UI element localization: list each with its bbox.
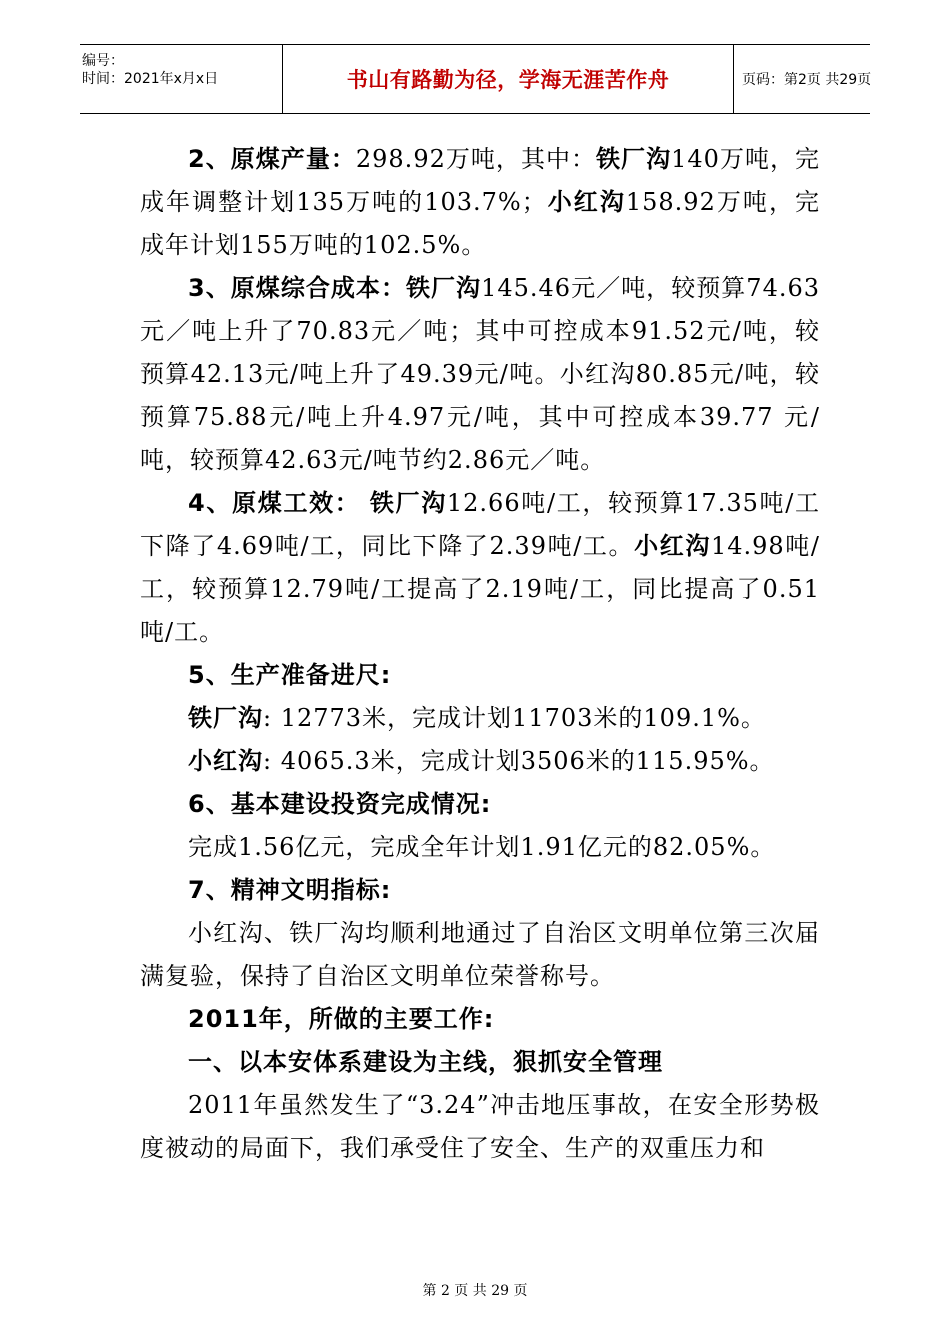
- paragraph-investment: [140, 826, 820, 869]
- heading-civilization: [140, 869, 820, 912]
- paragraph-coal-cost: [140, 267, 820, 482]
- bold-run: 3、原煤综合成本：: [188, 274, 406, 302]
- bold-run: 7、精神文明指标:: [188, 876, 392, 904]
- document-body: [140, 138, 820, 1170]
- bold-run: 铁厂沟: [369, 489, 447, 517]
- bold-run: 铁厂沟: [188, 704, 263, 732]
- bold-run: 小红沟: [634, 532, 711, 560]
- time-label: 时间：2021年x月x日: [82, 71, 219, 87]
- header-meta: [80, 45, 282, 113]
- text-run: 2011年虽然发生了“3.24”冲击地压事故，在安全形势极度被动的局面下，我们承受住了安全、生产的双重压力和: [140, 1091, 820, 1162]
- bold-run: 4、原煤工效：: [188, 489, 361, 517]
- header-table: [80, 44, 870, 114]
- header-motto-cell: [282, 45, 734, 113]
- bold-run: 小红沟: [188, 747, 263, 775]
- text-run: 14.98吨/工，较预算12.79吨/工提高了2.19吨/工，同比提高了0.51吨/工。: [140, 532, 821, 646]
- paragraph-safety: [140, 1084, 820, 1170]
- paragraph-prep-xiaohonggou: [140, 740, 820, 783]
- motto-text: 书山有路勤为径，学海无涯苦作舟: [346, 68, 670, 92]
- text-run: [361, 489, 370, 517]
- text-run: 小红沟、铁厂沟均顺利地通过了自治区文明单位第三次届满复验，保持了自治区文明单位荣誉称号。: [140, 919, 820, 990]
- text-run: : 4065.3米，完成计划3506米的115.95%。: [263, 747, 775, 775]
- heading-safety-management: [140, 1041, 820, 1084]
- heading-production-prep: [140, 654, 820, 697]
- heading-investment: [140, 783, 820, 826]
- bold-run: 铁厂沟: [596, 145, 672, 173]
- text-run: 完成1.56亿元，完成全年计划1.91亿元的82.05%。: [188, 833, 776, 861]
- bold-run: 铁厂沟: [405, 274, 482, 302]
- header-page-info: [734, 45, 870, 113]
- paragraph-civilization: [140, 912, 820, 998]
- bold-run: 小红沟: [546, 188, 626, 216]
- number-label: 编号：: [82, 53, 124, 69]
- bold-run: 2011年，所做的主要工作:: [188, 1005, 495, 1033]
- paragraph-coal-output: [140, 138, 820, 267]
- heading-main-work: [140, 998, 820, 1041]
- page-info-text: 页码：第2页 共29页: [742, 72, 872, 88]
- text-run: 158.92万吨，完成年计划155万吨的102.5%。: [140, 188, 820, 259]
- text-run: 12.66吨/工，较预算17.35吨/工下降了4.69吨/工，同比下降了2.39吨/工。: [140, 489, 821, 560]
- paragraph-prep-tiechanggou: [140, 697, 820, 740]
- bold-run: 一、以本安体系建设为主线，狠抓安全管理: [188, 1048, 663, 1076]
- text-run: 298.92万吨，其中：: [355, 145, 597, 173]
- text-run: 145.46元／吨，较预算74.63元／吨上升了70.83元／吨；其中可控成本91.52元/吨，较预算42.13元/吨上升了49.39元/吨。小红沟80.85元/吨，较预算75.88元/吨上升4.97元/吨，其中可控成本39.77 元/吨，较预算42.63元/吨节约2.86元／吨。: [140, 274, 821, 474]
- footer-page-number: 第 2 页 共 29 页: [422, 1283, 528, 1299]
- text-run: : 12773米，完成计划11703米的109.1%。: [263, 704, 766, 732]
- bold-run: 2、原煤产量：: [188, 145, 356, 173]
- text-run: 140万吨，完成年调整计划135万吨的103.7%；: [140, 145, 821, 216]
- bold-run: 5、生产准备进尺:: [188, 661, 392, 689]
- paragraph-coal-efficiency: [140, 482, 820, 654]
- bold-run: 6、基本建设投资完成情况:: [188, 790, 492, 818]
- page-footer: [0, 1280, 950, 1300]
